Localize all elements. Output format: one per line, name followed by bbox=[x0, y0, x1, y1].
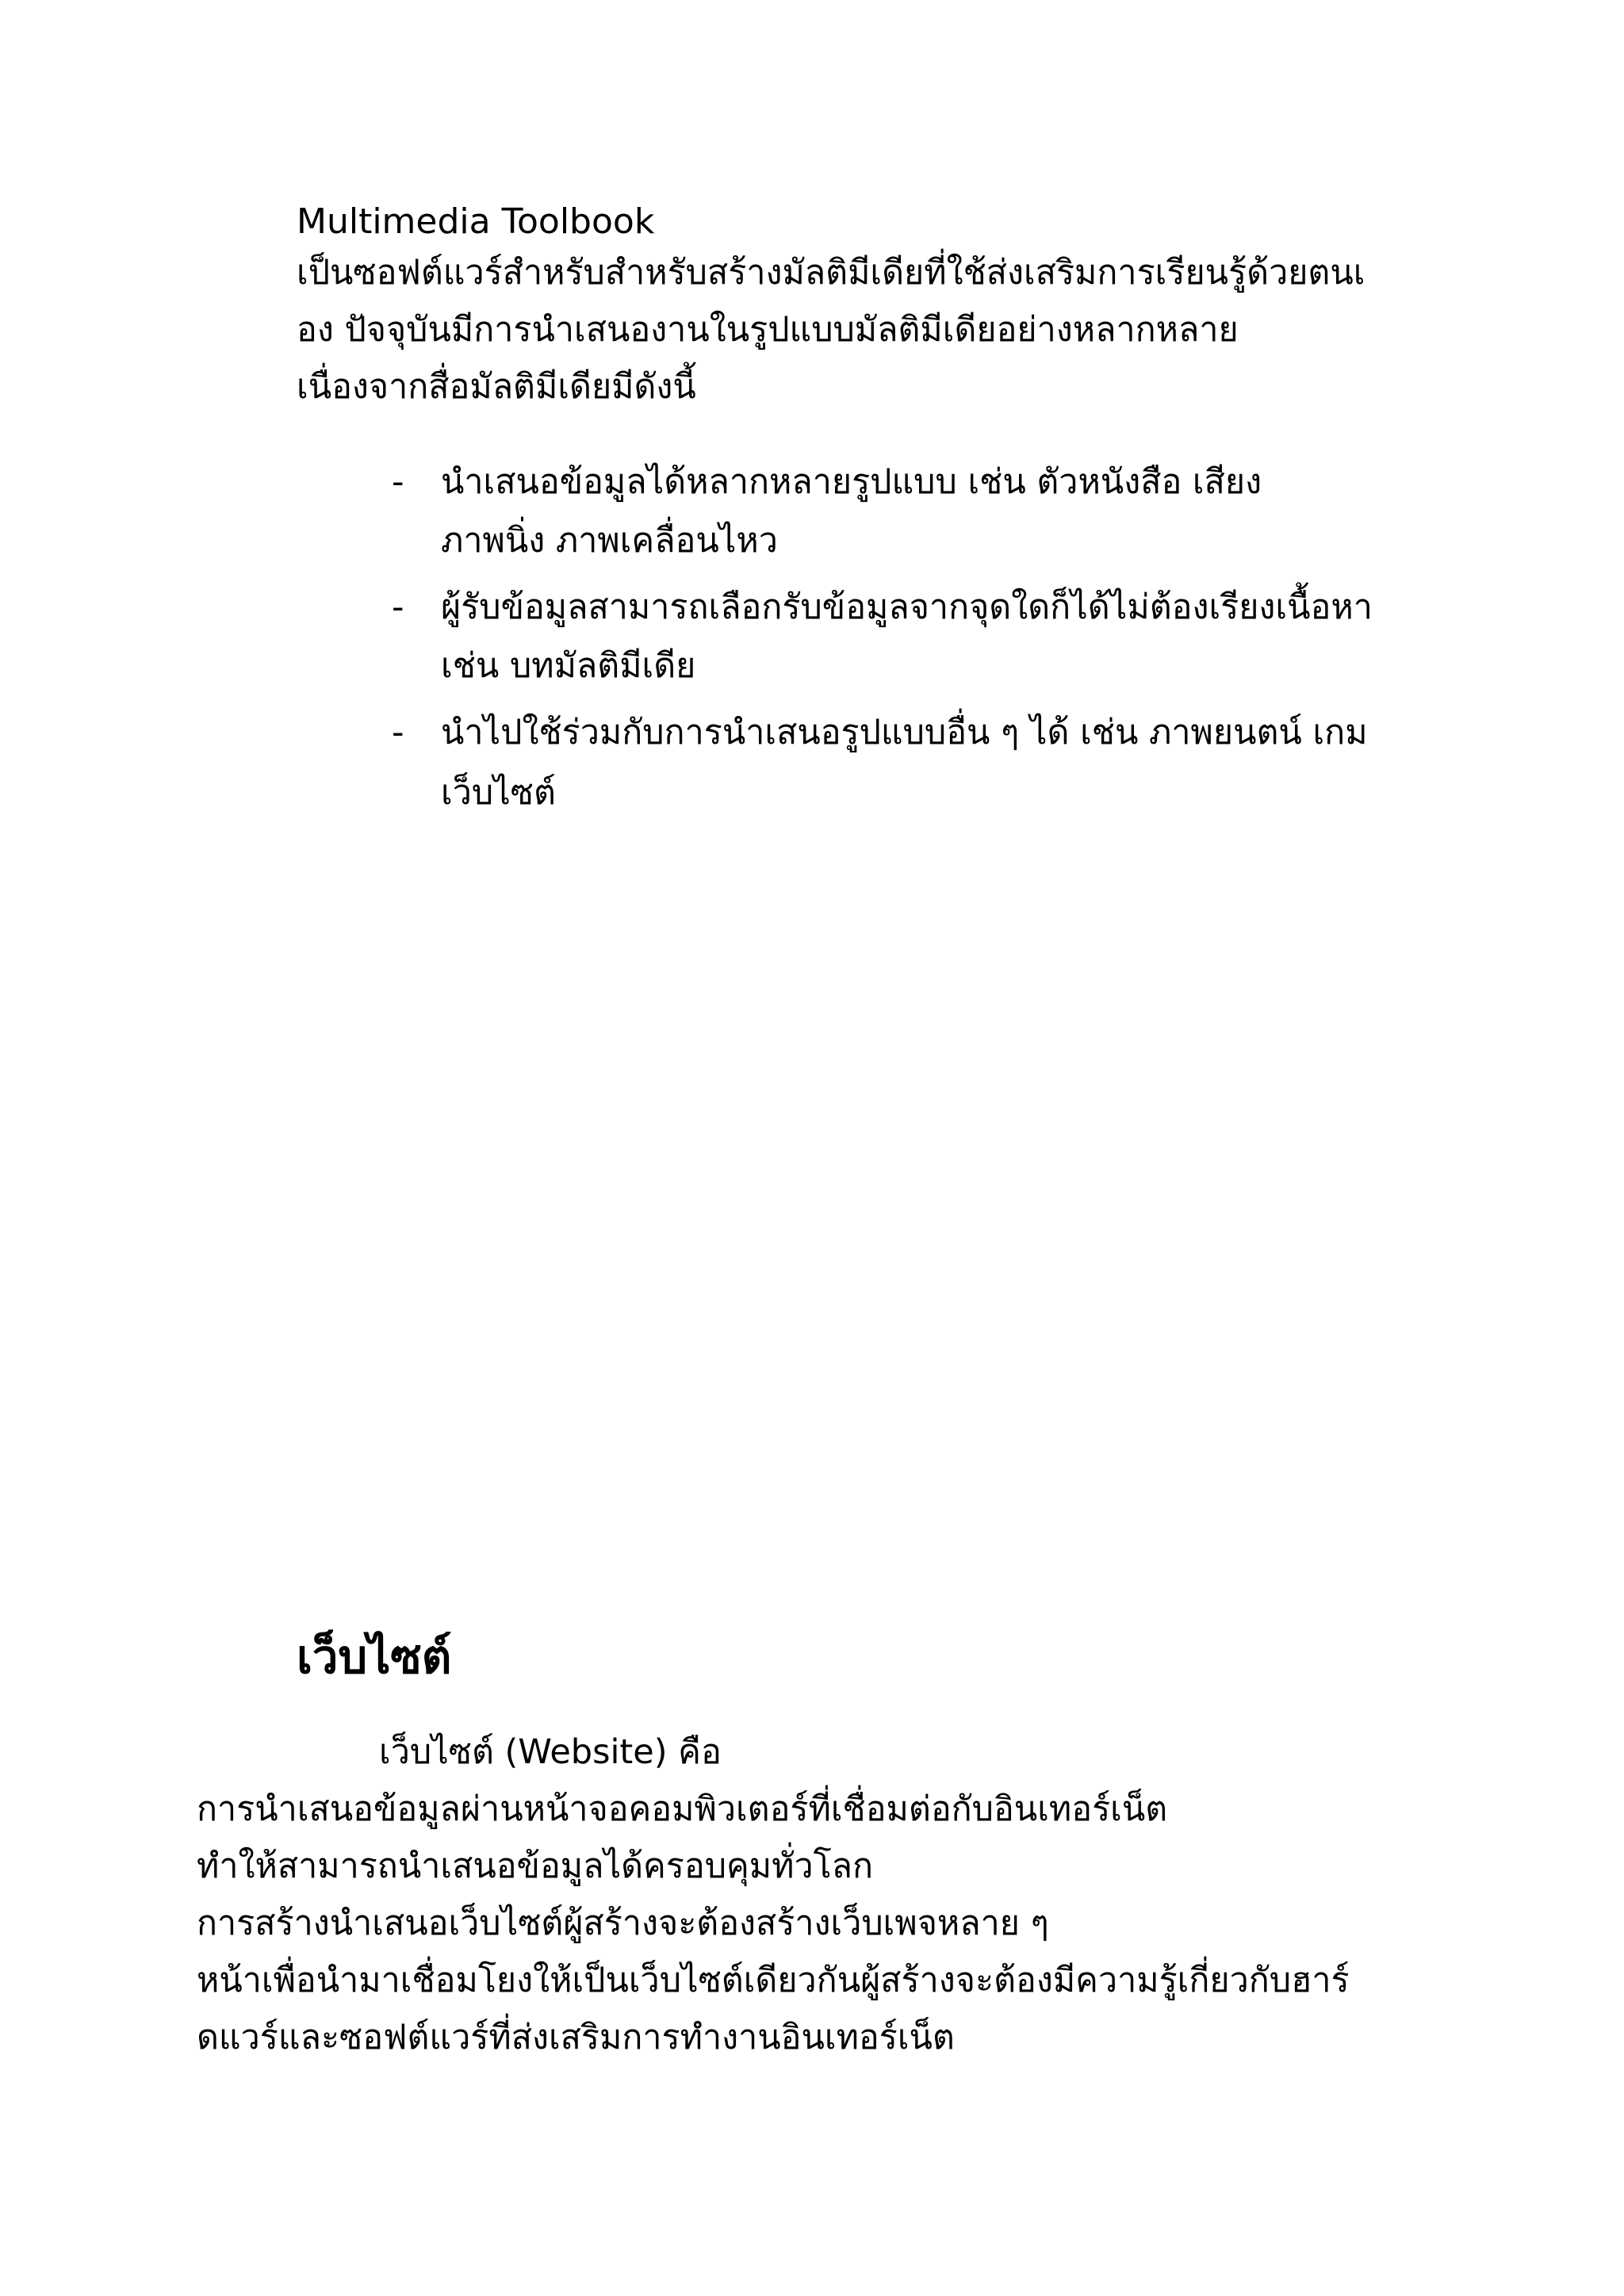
intro-line-1: เป็นซอฟต์แวร์สำหรับสำหรับสร้างมัลติมีเดียที่ใช้ส่งเสริมการเรียนรู้ด้วยตนเ bbox=[297, 253, 1365, 293]
bullet-3-line-2: เว็บไซต์ bbox=[441, 773, 556, 813]
website-line-5: หน้าเพื่อนำมาเชื่อมโยงให้เป็นเว็บไซต์เดียวกันผู้สร้างจะต้องมีความรู้เกี่ยวกับฮาร์ bbox=[197, 1961, 1350, 2000]
bullet-2-line-2: เช่น บทมัลติมีเดีย bbox=[441, 646, 696, 686]
website-line-3: ทำให้สามารถนำเสนอข้อมูลได้ครอบคุมทั่วโลก bbox=[197, 1846, 874, 1886]
bullet-1-line-1: นำเสนอข้อมูลได้หลากหลายรูปแบบ เช่น ตัวหนังสือ เสียง bbox=[441, 462, 1262, 502]
website-heading: เว็บไซต์ bbox=[297, 1630, 452, 1684]
toolbook-title: Multimedia Toolbook bbox=[297, 201, 655, 242]
bullet-1-line-2: ภาพนิ่ง ภาพเคลื่อนไหว bbox=[441, 521, 778, 561]
website-line-6: ดแวร์และซอฟต์แวร์ที่ส่งเสริมการทำงานอินเทอร์เน็ต bbox=[197, 2018, 955, 2057]
website-line-4: การสร้างนำเสนอเว็บไซต์ผู้สร้างจะต้องสร้างเว็บเพจหลาย ๆ bbox=[197, 1904, 1049, 1943]
bullet-2-line-1: ผู้รับข้อมูลสามารถเลือกรับข้อมูลจากจุดใดก็ได้ไม่ต้องเรียงเนื้อหา bbox=[441, 587, 1373, 627]
intro-line-3: เนื่องจากสื่อมัลติมีเดียมีดังนี้ bbox=[297, 367, 696, 407]
bullet-3-line-1: นำไปใช้ร่วมกับการนำเสนอรูปแบบอื่น ๆ ได้ เช่น ภาพยนตน์ เกม bbox=[441, 713, 1368, 752]
bullet-marker: - bbox=[392, 713, 404, 752]
bullet-marker: - bbox=[392, 462, 404, 502]
intro-line-2: อง ปัจจุบันมีการนำเสนองานในรูปแบบมัลติมีเดียอย่างหลากหลาย bbox=[297, 310, 1239, 350]
website-line-1: เว็บไซต์ (Website) คือ bbox=[379, 1732, 722, 1772]
website-line-2: การนำเสนอข้อมูลผ่านหน้าจอคอมพิวเตอร์ที่เชื่อมต่อกับอินเทอร์เน็ต bbox=[197, 1789, 1168, 1829]
bullet-marker: - bbox=[392, 587, 404, 627]
